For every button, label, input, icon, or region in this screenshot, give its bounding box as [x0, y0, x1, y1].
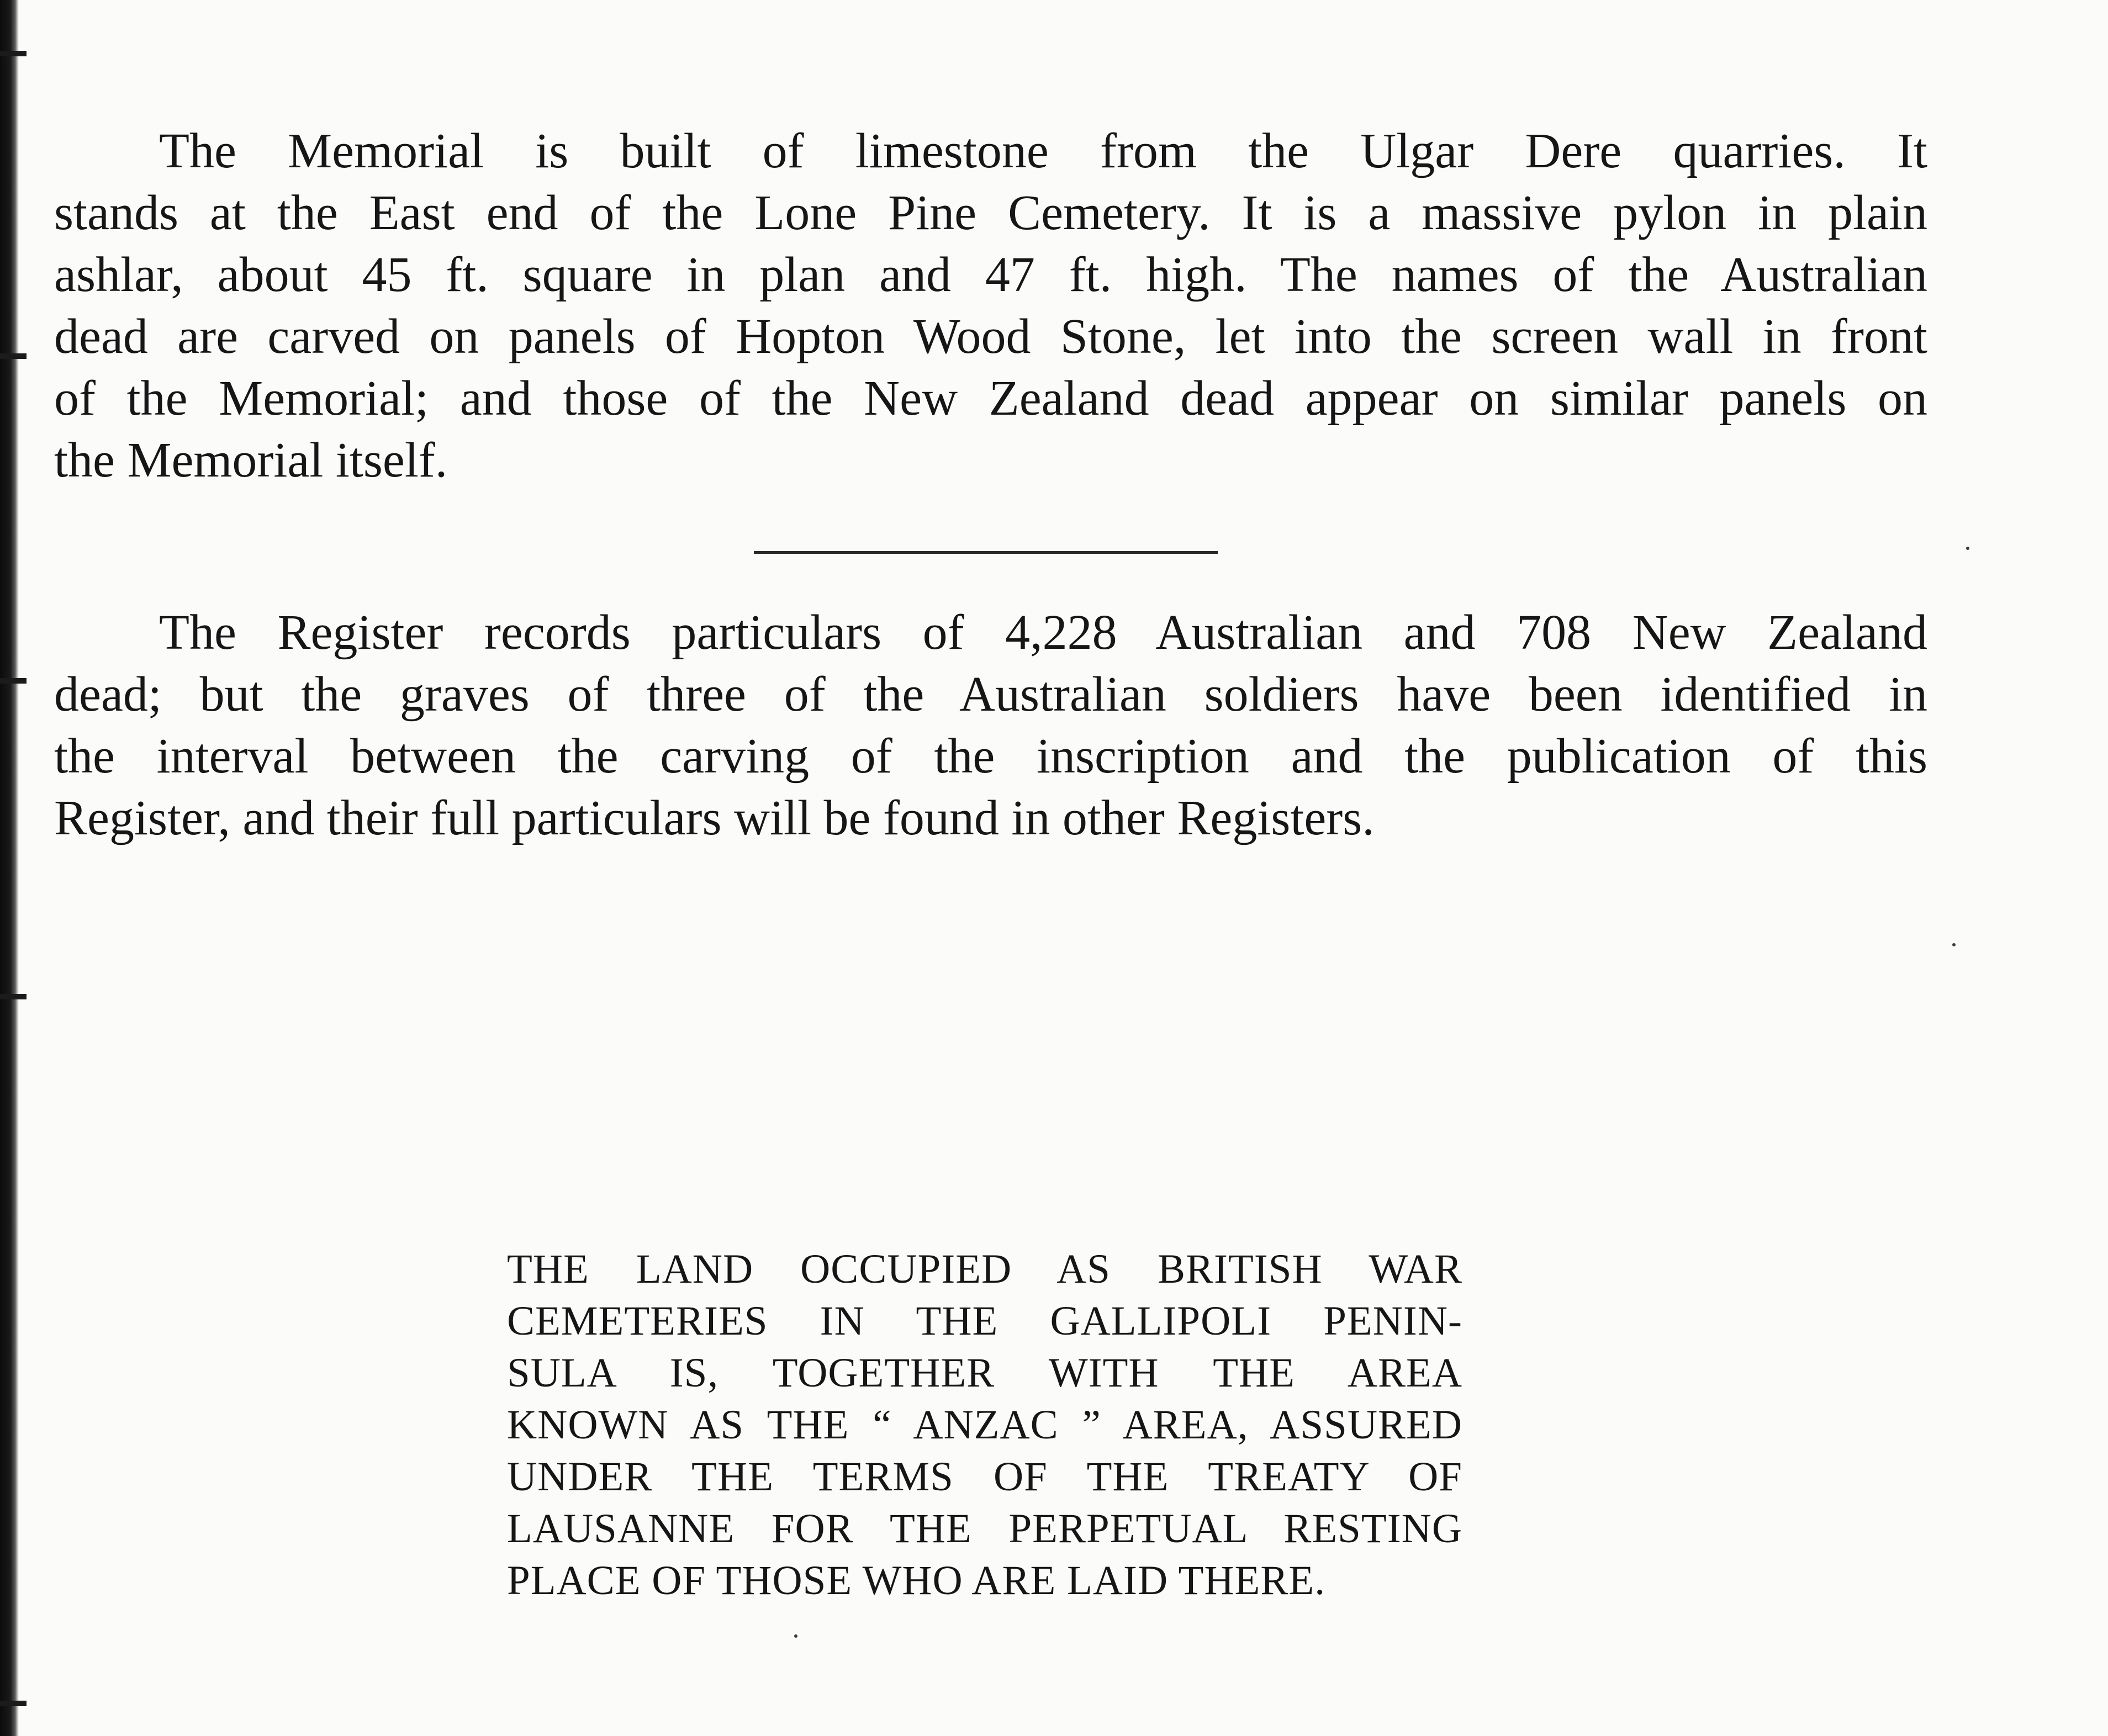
notice-line: KNOWN AS THE “ ANZAC ” AREA, ASSURED	[507, 1402, 1462, 1448]
text-line: the Memorial itself.	[54, 433, 448, 488]
paper-speck	[1966, 547, 1969, 550]
text-line: Register, and their full particulars will be found in other Registers.	[54, 791, 1375, 845]
text-line: dead are carved on panels of Hopton Wood Stone, let into the screen wall in front	[54, 309, 1927, 364]
notice-line: THE LAND OCCUPIED AS BRITISH WAR	[507, 1246, 1462, 1292]
text-line: The Register records particulars of 4,228 Australian and 708 New Zealand	[159, 605, 1927, 660]
section-divider	[754, 551, 1218, 554]
notice-line: SULA IS, TOGETHER WITH THE AREA	[507, 1350, 1462, 1396]
land-notice	[507, 1243, 1462, 1607]
binding-notch	[0, 994, 27, 999]
text-line: of the Memorial; and those of the New Zealand dead appear on similar panels on	[54, 371, 1927, 426]
binding-notch	[0, 353, 27, 359]
text-line: stands at the East end of the Lone Pine Cemetery. It is a massive pylon in plain	[54, 186, 1927, 240]
notice-line: UNDER THE TERMS OF THE TREATY OF	[507, 1454, 1462, 1500]
binding-notch	[0, 51, 27, 56]
paper-speck	[1952, 943, 1956, 946]
binding-notch	[0, 678, 27, 684]
register-records-paragraph	[54, 602, 1927, 849]
text-line: ashlar, about 45 ft. square in plan and 47 ft. high. The names of the Australian	[54, 247, 1927, 302]
paper-speck	[794, 1634, 797, 1638]
text-line: dead; but the graves of three of the Australian soldiers have been identified in	[54, 667, 1927, 722]
memorial-description-paragraph	[54, 120, 1927, 491]
notice-line: PLACE OF THOSE WHO ARE LAID THERE.	[507, 1558, 1325, 1603]
text-line: The Memorial is built of limestone from the Ulgar Dere quarries. It	[159, 124, 1927, 178]
notice-line: LAUSANNE FOR THE PERPETUAL RESTING	[507, 1506, 1462, 1552]
binding-notch	[0, 1701, 27, 1706]
notice-line: CEMETERIES IN THE GALLIPOLI PENIN-	[507, 1298, 1462, 1344]
text-line: the interval between the carving of the inscription and the publication of this	[54, 729, 1927, 784]
binding-edge	[0, 0, 19, 1736]
